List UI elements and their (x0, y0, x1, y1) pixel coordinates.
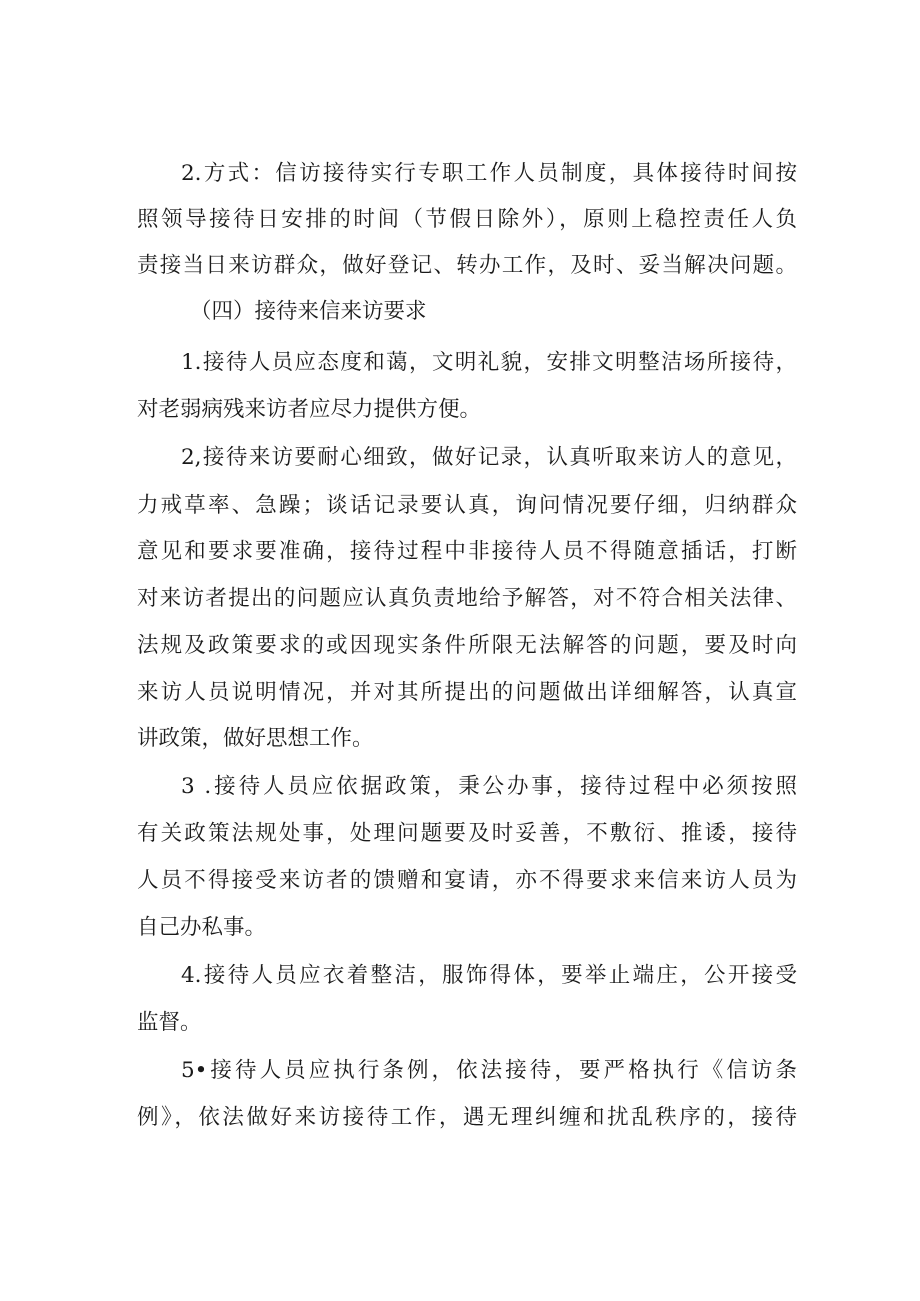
paragraph-line: 2,接待来访要耐心细致，做好记录，认真听取来访人的意见， (181, 445, 797, 470)
section-heading: （四）接待来信来访要求 (190, 299, 427, 324)
paragraph-line: 2.方式：信访接待实行专职工作人员制度，具体接待时间按 (181, 161, 797, 186)
paragraph-line: 对老弱病残来访者应尽力提供方便。 (137, 397, 482, 422)
paragraph-line: 1.接待人员应态度和蔼，文明礼貌，安排文明整洁场所接待， (181, 350, 797, 375)
paragraph-line: 对来访者提出的问题应认真负责地给予解答，对不符合相关法律、 (137, 586, 797, 611)
paragraph-line: 例》，依法做好来访接待工作，遇无理纠缠和扰乱秩序的，接待 (137, 1105, 797, 1130)
paragraph-line: 力戒草率、急躁；谈话记录要认真，询问情况要仔细，归纳群众 (137, 493, 797, 518)
paragraph-line: 照领导接待日安排的时间（节假日除外），原则上稳控责任人负 (137, 207, 797, 232)
paragraph-line: 意见和要求要准确，接待过程中非接待人员不得随意插话，打断 (137, 539, 797, 564)
paragraph-line: 讲政策，做好思想工作。 (137, 726, 374, 751)
paragraph-line: 5•接待人员应执行条例，依法接待，要严格执行《信访条 (181, 1058, 797, 1083)
paragraph-line: 3 .接待人员应依据政策，秉公办事，接待过程中必须按照 (181, 774, 797, 799)
paragraph-line: 有关政策法规处事，处理问题要及时妥善，不敷衍、推诿，接待 (137, 821, 797, 846)
paragraph-line: 自己办私事。 (137, 915, 267, 940)
paragraph-line: 人员不得接受来访者的馈赠和宴请，亦不得要求来信来访人员为 (137, 868, 797, 893)
paragraph-line: 监督。 (137, 1010, 202, 1035)
paragraph-line: 来访人员说明情况，并对其所提出的问题做出详细解答，认真宣 (137, 680, 797, 705)
paragraph-line: 责接当日来访群众，做好登记、转办工作，及时、妥当解决问题。 (137, 253, 797, 278)
paragraph-line: 4.接待人员应衣着整洁，服饰得体，要举止端庄，公开接受 (181, 963, 797, 988)
paragraph-line: 法规及政策要求的或因现实条件所限无法解答的问题，要及时向 (137, 633, 797, 658)
